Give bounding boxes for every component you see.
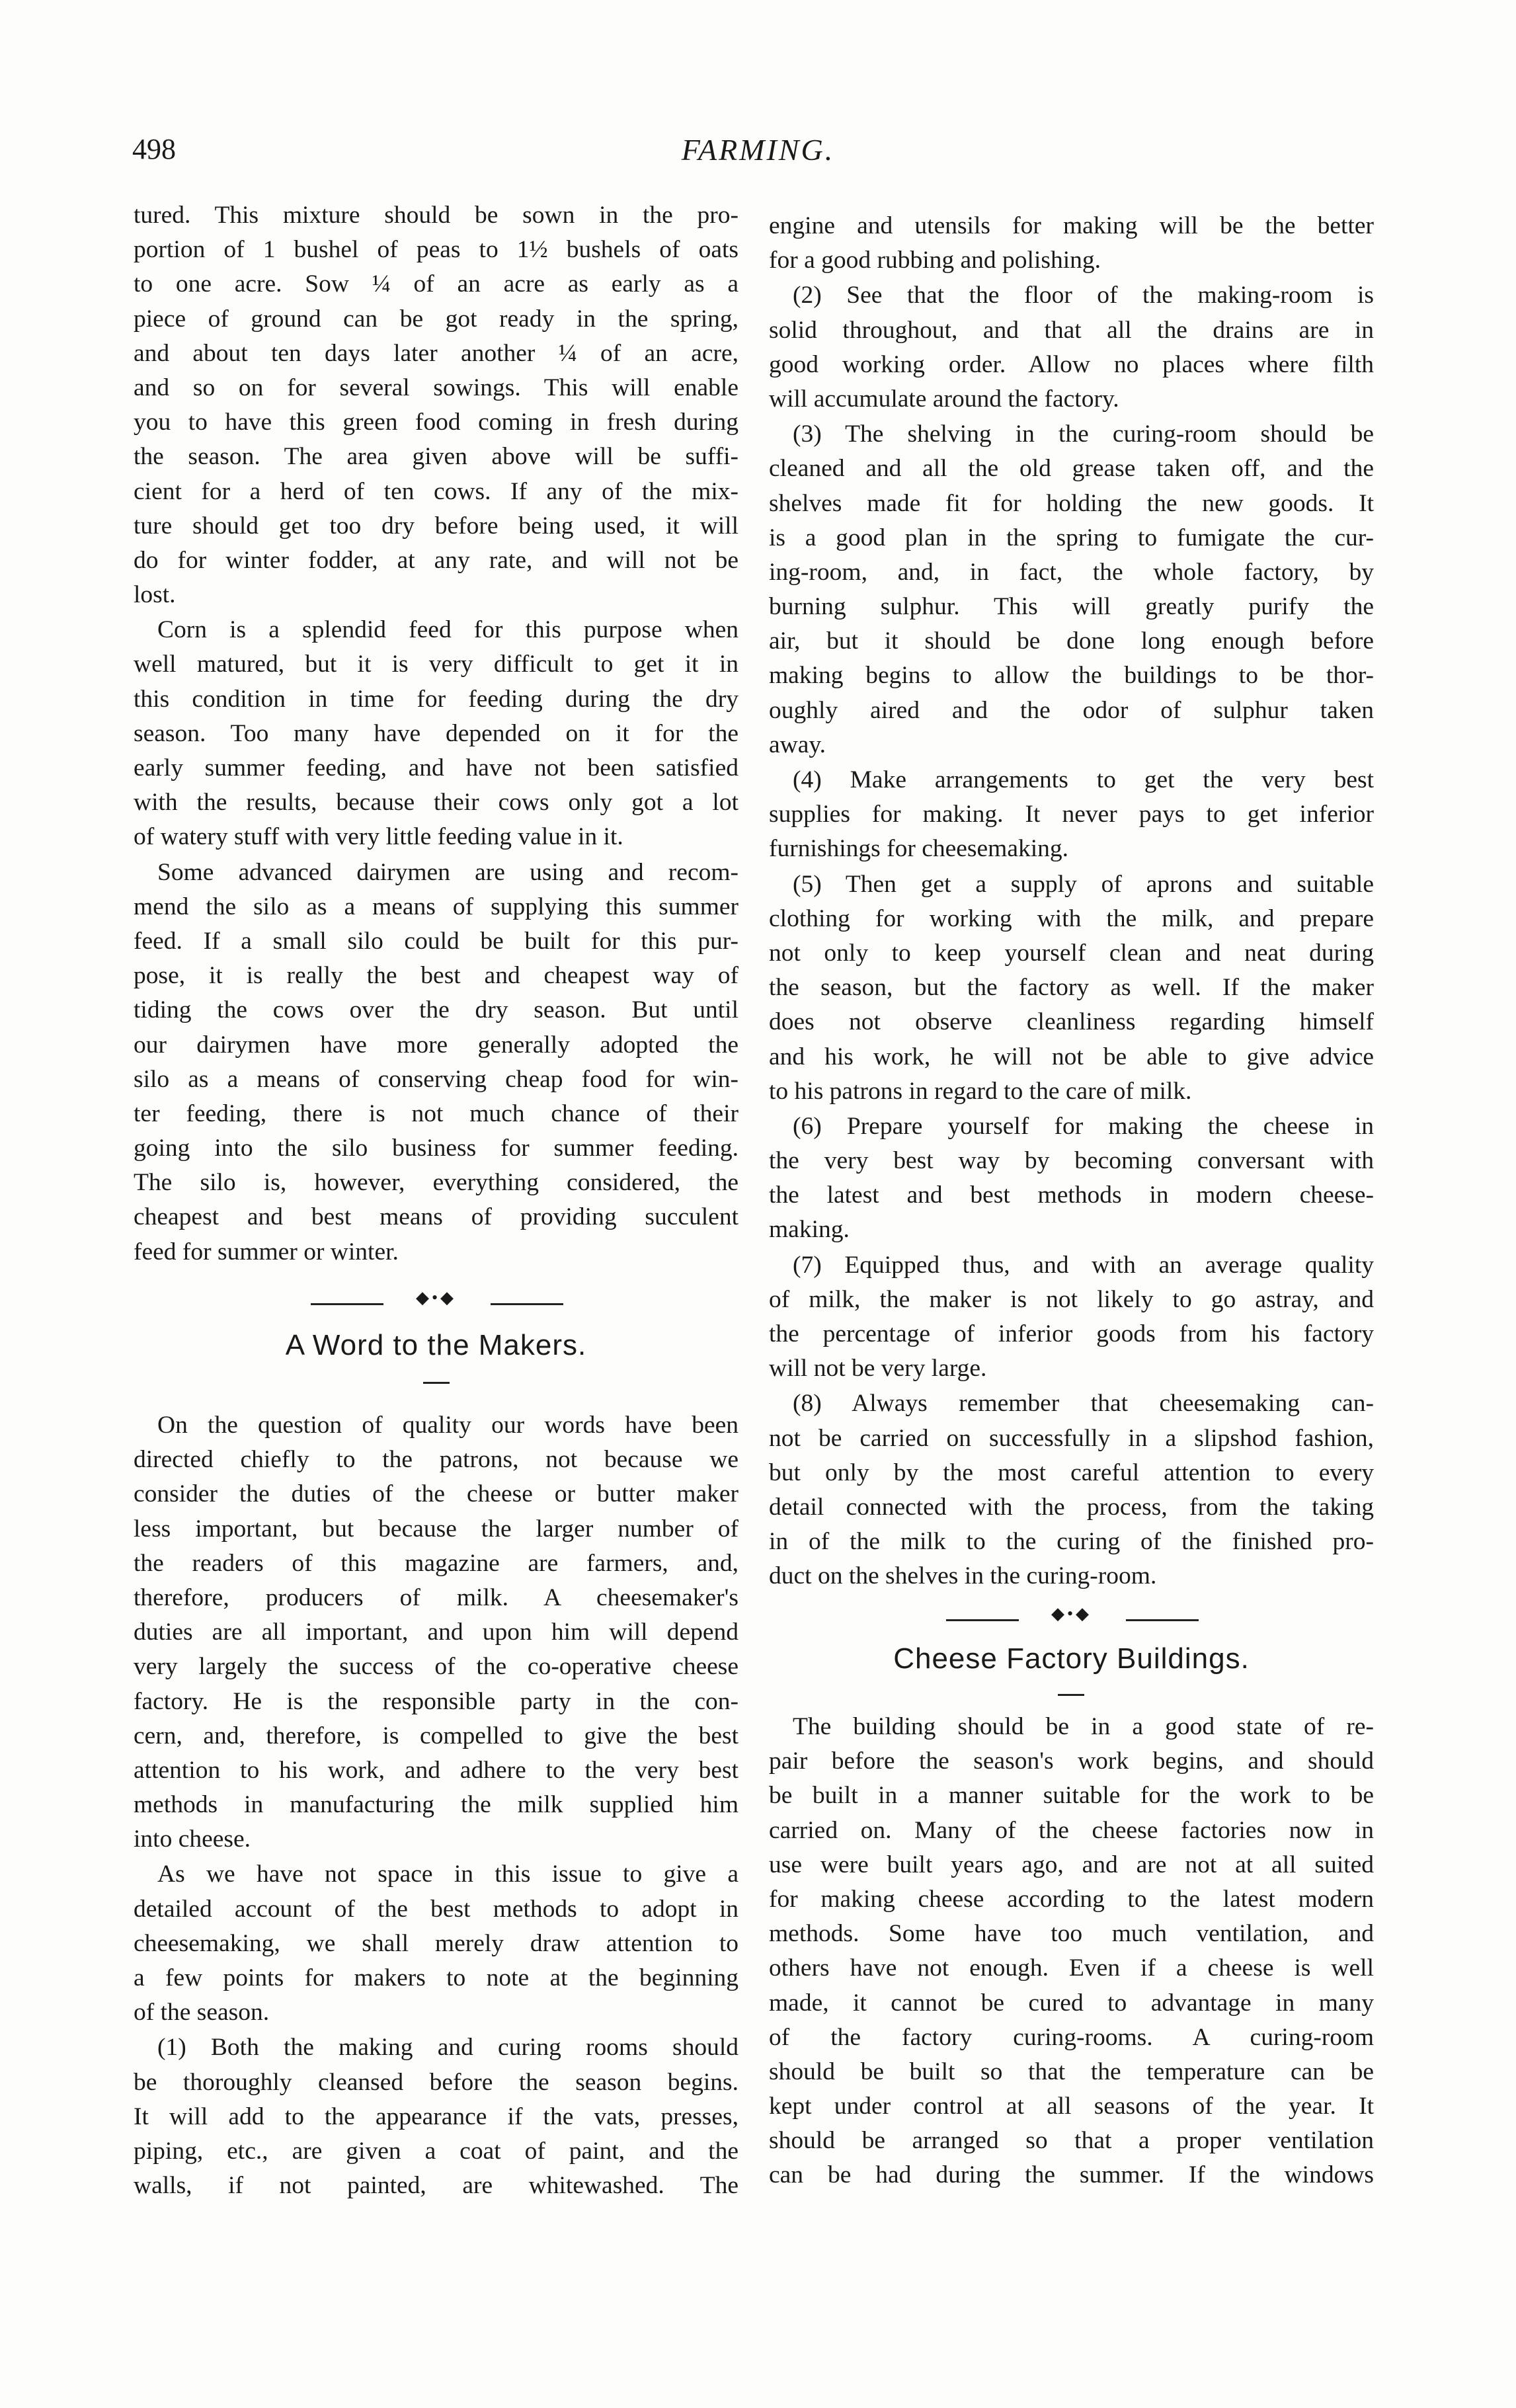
text-line: walls, if not painted, are whitewashed. The [134,2172,738,2200]
text-line: air, but it should be done long enough before [769,627,1374,655]
running-title: FARMING. [681,133,835,167]
text-line: making. [769,1216,850,1244]
text-line: (2) See that the floor of the making-room is [793,282,1374,309]
text-line: well matured, but it is very difficult to get it in [134,651,738,678]
text-line: solid throughout, and that all the drains are in [769,316,1374,344]
page-number: 498 [132,133,176,165]
text-line: should be arranged so that a proper ventilation [769,2127,1374,2155]
text-line: be thoroughly cleansed before the season begins. [134,2068,738,2096]
section-divider-ornament: ◆•◆ [769,1613,1374,1626]
text-line: of milk, the maker is not likely to go astray, and [769,1285,1374,1313]
text-line: the latest and best methods in modern cheese- [769,1182,1374,1209]
paragraph [769,1386,1374,1593]
left-column-top-text [134,198,738,1270]
paragraph [769,209,1374,278]
text-line: and about ten days later another ¼ of an acre, [134,339,738,367]
text-line: the readers of this magazine are farmers, and, [134,1549,738,1577]
text-line: will accumulate around the factory. [769,385,1119,413]
text-line: cleaned and all the old grease taken off, and the [769,455,1374,483]
text-line: Some advanced dairymen are using and recom- [157,858,738,886]
text-line: lost. [134,581,176,609]
text-line: (5) Then get a supply of aprons and suitable [793,870,1374,898]
text-line: and his work, he will not be able to give advice [769,1043,1374,1070]
paragraph [134,198,738,612]
text-line: ture should get too dry before being used, it will [134,512,738,540]
heading-dash [423,1382,450,1384]
text-line: pair before the season's work begins, and should [769,1747,1374,1775]
paragraph [134,1408,738,1857]
paragraph [769,417,1374,762]
text-line: feed. If a small silo could be built for this pur- [134,927,738,955]
text-line: duct on the shelves in the curing-room. [769,1562,1157,1590]
text-line: making begins to allow the buildings to be thor- [769,662,1374,690]
text-line: portion of 1 bushel of peas to 1½ bushels of oats [134,236,738,264]
text-line: (3) The shelving in the curing-room should be [793,421,1374,448]
text-line: methods in manufacturing the milk supplied him [134,1791,738,1819]
text-line: kept under control at all seasons of the year. It [769,2093,1374,2120]
paragraph [769,763,1374,867]
text-line: oughly aired and the odor of sulphur taken [769,696,1374,724]
text-line: use were built years ago, and are not at all suited [769,1851,1374,1878]
paragraph [769,867,1374,1109]
paragraph [769,278,1374,417]
text-line: silo as a means of conserving cheap food for win- [134,1065,738,1093]
text-line: directed chiefly to the patrons, not because we [134,1446,738,1474]
text-line: cern, and, therefore, is compelled to give the best [134,1722,738,1749]
text-line: should be built so that the temperature can be [769,2058,1374,2085]
text-line: not be carried on successfully in a slipshod fashion, [769,1424,1374,1452]
text-line: The silo is, however, everything considered, the [134,1169,738,1197]
text-line: but only by the most careful attention to every [769,1459,1374,1486]
paragraph [134,1857,738,2030]
text-line: supplies for making. It never pays to get inferior [769,801,1374,828]
text-line: be built in a manner suitable for the work to be [769,1782,1374,1810]
text-line: As we have not space in this issue to give a [157,1861,738,1888]
text-line: burning sulphur. This will greatly purify the [769,593,1374,621]
text-line: not only to keep yourself clean and neat during [769,939,1374,967]
text-line: of the season. [134,1999,270,2027]
text-line: consider the duties of the cheese or butter maker [134,1480,738,1508]
text-line: engine and utensils for making will be the better [769,212,1374,239]
text-line: shelves made fit for holding the new goods. It [769,489,1374,517]
text-line: the very best way by becoming conversant with [769,1147,1374,1175]
text-line: of watery stuff with very little feeding value in it. [134,823,623,851]
text-line: methods. Some have too much ventilation, and [769,1920,1374,1948]
text-line: away. [769,731,826,758]
text-line: cheesemaking, we shall merely draw attention to [134,1929,738,1957]
text-line: ter feeding, there is not much chance of their [134,1100,738,1127]
text-line: will not be very large. [769,1355,987,1383]
text-line: to one acre. Sow ¼ of an acre as early as a [134,270,738,298]
text-line: tured. This mixture should be sown in the pro- [134,202,738,229]
text-line: clothing for working with the milk, and prepare [769,904,1374,932]
text-line: pose, it is really the best and cheapest way of [134,962,738,990]
right-column-top-text [769,209,1374,1595]
text-line: factory. He is the responsible party in the con- [134,1687,738,1715]
text-line: cheapest and best means of providing succulent [134,1203,738,1231]
text-line: detailed account of the best methods to adopt in [134,1895,738,1923]
text-line: tiding the cows over the dry season. But until [134,996,738,1024]
text-line: less important, but because the larger number of [134,1515,738,1543]
text-line: very largely the success of the co-operative cheese [134,1653,738,1681]
text-line: this condition in time for feeding during the dry [134,685,738,713]
text-line: season. Too many have depended on it for the [134,719,738,747]
paragraph [134,856,738,1269]
text-line: mend the silo as a means of supplying this summer [134,893,738,920]
text-line: carried on. Many of the cheese factories now in [769,1816,1374,1844]
text-line: (7) Equipped thus, and with an average quality [793,1251,1374,1279]
text-line: early summer feeding, and have not been satisfied [134,754,738,782]
paragraph [769,1248,1374,1386]
text-line: detail connected with the process, from the taking [769,1493,1374,1521]
text-line: On the question of quality our words have been [157,1412,738,1439]
text-line: to his patrons in regard to the care of milk. [769,1077,1192,1105]
text-line: our dairymen have more generally adopted the [134,1031,738,1059]
text-line: therefore, producers of milk. A cheesemaker's [134,1584,738,1611]
paragraph [769,1710,1374,2193]
text-line: is a good plan in the spring to fumigate the cur- [769,524,1374,551]
text-line: in of the milk to the curing of the finished pro- [769,1528,1374,1556]
text-line: for making cheese according to the latest modern [769,1885,1374,1913]
text-line: into cheese. [134,1826,251,1853]
text-line: good working order. Allow no places where filth [769,350,1374,378]
text-line: feed for summer or winter. [134,1238,399,1265]
section-heading-word-to-makers: A Word to the Makers. [285,1329,587,1361]
text-line: a few points for makers to note at the beginning [134,1964,738,1991]
text-line: do for winter fodder, at any rate, and will not be [134,546,738,574]
text-line: The building should be in a good state of re- [793,1713,1374,1740]
text-line: duties are all important, and upon him will depend [134,1619,738,1646]
left-column-bottom-text [134,1408,738,2204]
text-line: for a good rubbing and polishing. [769,247,1101,274]
text-line: piece of ground can be got ready in the spring, [134,305,738,333]
text-line: the season, but the factory as well. If the maker [769,974,1374,1002]
text-line: (1) Both the making and curing rooms should [157,2034,738,2062]
text-line: furnishings for cheesemaking. [769,835,1069,863]
text-line: with the results, because their cows only got a lot [134,789,738,817]
text-line: the season. The area given above will be suffi- [134,443,738,471]
text-line: (6) Prepare yourself for making the cheese in [793,1112,1374,1140]
text-line: can be had during the summer. If the windows [769,2161,1374,2189]
text-line: does not observe cleanliness regarding himself [769,1008,1374,1036]
text-line: cient for a herd of ten cows. If any of the mix- [134,477,738,505]
text-line: (4) Make arrangements to get the very best [793,766,1374,793]
paragraph [134,613,738,854]
text-line: attention to his work, and adhere to the very best [134,1756,738,1784]
text-line: the percentage of inferior goods from his factory [769,1320,1374,1347]
text-line: ing-room, and, in fact, the whole factory, by [769,558,1374,586]
text-line: others have not enough. Even if a cheese is well [769,1954,1374,1982]
right-column-bottom-text [769,1710,1374,2194]
text-line: Corn is a splendid feed for this purpose when [157,616,738,644]
text-line: (8) Always remember that cheesemaking can- [793,1390,1374,1418]
text-line: piping, etc., are given a coat of paint, and the [134,2137,738,2165]
text-line: going into the silo business for summer feeding. [134,1135,738,1162]
text-line: It will add to the appearance if the vats, presses, [134,2103,738,2130]
text-line: made, it cannot be cured to advantage in many [769,1989,1374,2017]
text-line: of the factory curing-rooms. A curing-room [769,2023,1374,2051]
text-line: and so on for several sowings. This will enable [134,374,738,401]
heading-dash [1058,1694,1084,1696]
section-heading-cheese-factory-buildings: Cheese Factory Buildings. [893,1642,1250,1675]
text-line: you to have this green food coming in fresh during [134,409,738,436]
paragraph [769,1109,1374,1248]
section-divider-ornament: ◆•◆ [134,1297,738,1310]
paragraph [134,2030,738,2203]
